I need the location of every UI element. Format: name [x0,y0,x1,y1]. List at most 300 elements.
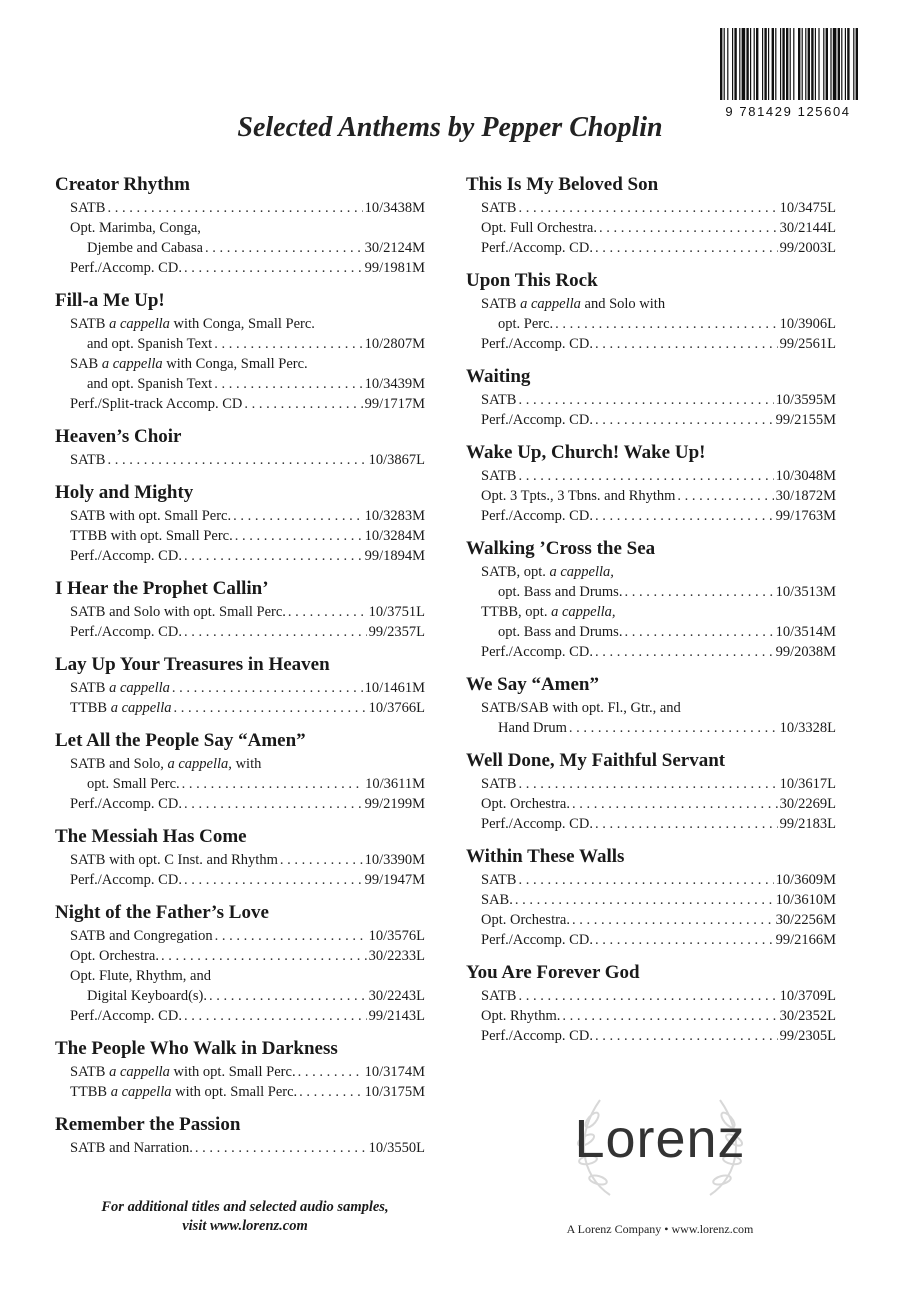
edition-description [70,1062,296,1082]
edition-description [481,238,593,258]
edition-line [55,374,425,394]
edition-voicing: SATB [481,392,517,408]
product-code: 99/2561L [779,336,836,352]
edition-description [70,946,159,966]
anthem-entry [466,172,836,258]
product-code: 10/3439M [364,376,425,392]
barcode [718,28,858,112]
anthem-entry [55,824,425,890]
dot-leader [595,642,774,662]
right-column [466,172,836,1056]
edition-voicing: Opt. Rhythm. [481,1008,561,1024]
anthem-title: Fill-a Me Up! [55,290,165,311]
edition-line [466,986,836,1006]
barcode-bar [845,28,846,100]
product-code: 30/2269L [779,796,836,812]
edition-line [55,926,425,946]
product-code: 10/3514M [775,624,836,640]
edition-description [70,526,233,546]
edition-voicing: TTBB with opt. Small Perc. [70,528,233,544]
edition-description [70,356,308,372]
edition-italic-note: a cappella [520,296,581,312]
edition-voicing: SATB [481,200,517,216]
edition-italic-note: a cappella, [549,564,614,580]
edition-italic-note: a cappella, [551,604,616,620]
anthem-entry [466,364,836,430]
dot-leader [184,622,367,642]
anthem-title: Walking ’Cross the Sea [466,538,656,559]
isbn-number: 9 781429 125604 [725,104,851,119]
edition-description [70,774,180,794]
edition-line [466,466,836,486]
barcode-bar [798,28,800,100]
edition-voicing: SATB and Solo with opt. Small Perc. [70,604,286,620]
edition-line [466,562,836,582]
dot-leader [677,486,773,506]
dot-leader [161,946,367,966]
anthem-title: Remember the Passion [55,1114,241,1135]
edition-voicing: SATB and Narration. [70,1140,193,1156]
dot-leader [599,218,778,238]
barcode-bar [756,28,758,100]
edition-italic-note: a cappella [101,356,163,372]
edition-line [55,774,425,794]
edition-line [55,314,425,334]
edition-description [481,930,593,950]
dot-leader [280,850,363,870]
edition-line [55,698,425,718]
edition-voicing: Perf./Accomp. CD. [481,412,593,428]
edition-description [481,642,593,662]
barcode-bar [847,28,849,100]
edition-description [481,700,681,716]
company-line[interactable]: A Lorenz Company • www.lorenz.com [566,1222,754,1236]
anthem-entry [55,576,425,642]
edition-description [70,756,261,772]
edition-description [70,968,211,984]
edition-description [481,198,516,218]
barcode-bar [790,28,791,100]
edition-rest: with [231,756,262,772]
edition-voicing: Perf./Accomp. CD. [70,624,182,640]
dot-leader [518,986,777,1006]
dot-leader [182,774,363,794]
edition-voicing: and opt. Spanish Text [87,376,213,392]
dot-leader [555,314,777,334]
dot-leader [214,374,362,394]
edition-line [55,754,425,774]
barcode-bar [720,28,722,100]
anthem-entry [55,1112,425,1158]
edition-voicing: Digital Keyboard(s). [87,988,207,1004]
product-code: 99/1894M [364,548,425,564]
edition-voicing: SATB [70,680,106,696]
product-code: 10/3617L [779,776,836,792]
dot-leader [205,238,363,258]
edition-description [70,1138,193,1158]
edition-voicing: Perf./Accomp. CD. [481,240,593,256]
edition-line [466,1006,836,1026]
edition-rest: with opt. Small Perc. [171,1084,298,1100]
barcode-bar [742,28,746,100]
anthem-title: The People Who Walk in Darkness [55,1038,338,1059]
edition-description [481,486,675,506]
product-code: 30/2243L [368,988,425,1004]
dot-leader [518,466,773,486]
edition-description [481,564,614,580]
product-code: 99/2143L [368,1008,425,1024]
product-code: 99/1763M [775,508,836,524]
product-code: 10/3328L [779,720,836,736]
product-code: 99/2305L [779,1028,836,1044]
product-code: 10/3766L [368,700,425,716]
edition-description [70,316,315,332]
anthem-entry [55,480,425,566]
edition-line [466,890,836,910]
barcode-bar [833,28,837,100]
dot-leader [184,258,363,278]
footer-note [60,1198,430,1236]
anthem-title: Waiting [466,366,531,387]
edition-line [55,394,425,414]
barcode-bar [780,28,781,100]
edition-voicing: SATB/SAB with opt. Fl., Gtr., and [481,700,681,716]
edition-voicing: Opt. Orchestra. [70,948,159,964]
product-code: 10/3284M [364,528,425,544]
edition-voicing: Opt. Marimba, Conga, [70,220,201,236]
anthem-title: You Are Forever God [466,962,640,983]
edition-voicing: Perf./Accomp. CD. [481,932,593,948]
edition-line [55,450,425,470]
barcode-bar [724,28,725,100]
product-code: 30/2144L [779,220,836,236]
edition-description [481,986,516,1006]
edition-description [70,986,207,1006]
barcode-bar [727,28,728,100]
dot-leader [184,870,363,890]
dot-leader [233,506,362,526]
edition-voicing: Hand Drum [498,720,567,736]
product-code: 30/2124M [364,240,425,256]
barcode-bar [808,28,810,100]
edition-voicing: SATB [70,200,106,216]
barcode-bar [734,28,736,100]
dot-leader [518,390,773,410]
product-code: 10/2807M [364,336,425,352]
left-column [55,172,425,1168]
anthem-title: Within These Walls [466,846,625,867]
anthem-title: Upon This Rock [466,270,598,291]
barcode-bar [805,28,806,100]
edition-italic-note: a cappella [109,316,170,332]
edition-description [70,220,201,236]
edition-description [481,410,593,430]
edition-description [481,1006,560,1026]
product-code: 99/2183L [779,816,836,832]
edition-line [466,774,836,794]
dot-leader [518,870,773,890]
edition-line [466,1026,836,1046]
edition-line [466,794,836,814]
dot-leader [569,718,778,738]
edition-rest: with Conga, Small Perc. [162,356,308,372]
dot-leader [572,794,778,814]
edition-description [70,546,182,566]
edition-description [481,718,567,738]
dot-leader [174,698,367,718]
product-code: 30/2256M [775,912,836,928]
edition-description [481,334,593,354]
dot-leader [595,238,778,258]
dot-leader [595,814,778,834]
edition-description [481,314,553,334]
edition-description [481,218,597,238]
edition-description [481,582,622,602]
product-code: 10/3709L [779,988,836,1004]
edition-voicing: Opt. 3 Tpts., 3 Tbns. and Rhythm [481,488,676,504]
product-code: 10/3609M [775,872,836,888]
edition-line [55,850,425,870]
anthem-title: I Hear the Prophet Callin’ [55,578,269,599]
anthem-title: Wake Up, Church! Wake Up! [466,442,706,463]
product-code: 10/3048M [775,468,836,484]
edition-description [481,814,593,834]
edition-description [481,890,513,910]
product-code: 10/3610M [775,892,836,908]
edition-voicing: SATB [481,468,517,484]
barcode-bar [826,28,828,100]
anthem-entry [466,536,836,662]
edition-voicing: opt. Bass and Drums. [498,584,623,600]
product-code: 99/2155M [775,412,836,428]
edition-line [55,258,425,278]
edition-voicing: Perf./Accomp. CD. [70,872,182,888]
edition-description [70,622,182,642]
edition-voicing: Perf./Split-track Accomp. CD [70,396,243,412]
barcode-bar [764,28,766,100]
barcode-bar [856,28,858,100]
edition-description [481,910,570,930]
anthem-title: Let All the People Say “Amen” [55,730,306,751]
dot-leader [562,1006,777,1026]
edition-voicing: Opt. Flute, Rhythm, and [70,968,211,984]
edition-voicing: Opt. Orchestra. [481,796,570,812]
edition-description [70,870,182,890]
product-code: 10/3283M [364,508,425,524]
product-code: 10/3576L [368,928,425,944]
edition-voicing: SATB with opt. C Inst. and Rhythm [70,852,278,868]
anthem-title: Well Done, My Faithful Servant [466,750,726,771]
edition-voicing: opt. Perc. [498,316,554,332]
product-code: 10/3513M [775,584,836,600]
anthem-entry [466,268,836,354]
barcode-bar [793,28,794,100]
edition-description [481,466,516,486]
product-code: 10/3550L [368,1140,425,1156]
barcode-bar [782,28,784,100]
anthem-title: Creator Rhythm [55,174,190,195]
edition-italic-note: a cappella, [167,756,232,772]
product-code: 10/3175M [364,1084,425,1100]
anthem-title: We Say “Amen” [466,674,599,695]
product-code: 10/3390M [364,852,425,868]
edition-line [55,238,425,258]
edition-line [55,546,425,566]
product-code: 10/1461M [364,680,425,696]
edition-description [70,450,105,470]
barcode-bar [802,28,803,100]
edition-voicing: Perf./Accomp. CD. [70,548,182,564]
barcode-bar [775,28,776,100]
edition-voicing: SAB [70,356,99,372]
edition-line [55,966,425,986]
edition-line [55,986,425,1006]
barcode-bar [841,28,842,100]
dot-leader [215,926,367,946]
product-code: 99/1947M [364,872,425,888]
edition-voicing: SATB [70,316,106,332]
edition-description [481,1026,593,1046]
edition-line [466,334,836,354]
edition-line [55,526,425,546]
anthem-entry [466,748,836,834]
dot-leader [595,1026,778,1046]
anthem-entry [55,288,425,414]
product-code: 99/2038M [775,644,836,660]
dot-leader [624,582,773,602]
edition-line [466,870,836,890]
anthem-title: Night of the Father’s Love [55,902,269,923]
dot-leader [518,774,777,794]
anthem-title: This Is My Beloved Son [466,174,659,195]
edition-italic-note: a cappella [109,680,170,696]
edition-description [481,870,516,890]
edition-voicing: TTBB [70,700,108,716]
edition-voicing: and opt. Spanish Text [87,336,213,352]
product-code: 10/3867L [368,452,425,468]
edition-line [55,678,425,698]
anthem-entry [55,900,425,1026]
barcode-bar [830,28,831,100]
edition-line [466,910,836,930]
edition-line [55,870,425,890]
dot-leader [595,506,774,526]
edition-line [55,1082,425,1102]
edition-description [481,604,616,620]
edition-voicing: Perf./Accomp. CD. [70,260,182,276]
dot-leader [595,930,774,950]
dot-leader [299,1082,362,1102]
anthem-title: Holy and Mighty [55,482,194,503]
edition-description [70,926,213,946]
edition-rest: with Conga, Small Perc. [169,316,315,332]
edition-description [481,622,622,642]
anthem-entry [466,672,836,738]
dot-leader [572,910,774,930]
edition-rest: and Solo with [580,296,666,312]
anthem-entry [55,172,425,278]
edition-line [466,314,836,334]
edition-line [55,334,425,354]
dot-leader [195,1138,367,1158]
dot-leader [235,526,363,546]
edition-description [481,296,665,312]
dot-leader [172,678,363,698]
anthem-entry [55,1036,425,1102]
edition-voicing: SATB [70,452,106,468]
barcode-bar [750,28,751,100]
edition-line [55,1062,425,1082]
edition-voicing: SATB and Congregation [70,928,213,944]
barcode-bar [762,28,763,100]
edition-line [466,294,836,314]
edition-voicing: SATB with opt. Small Perc. [70,508,232,524]
anthem-entry [55,424,425,470]
edition-line [55,1138,425,1158]
dot-leader [184,1006,367,1026]
edition-line [55,506,425,526]
edition-voicing: Perf./Accomp. CD. [70,1008,182,1024]
edition-voicing: Opt. Full Orchestra. [481,220,597,236]
edition-voicing: opt. Bass and Drums. [498,624,623,640]
barcode-bar [811,28,813,100]
edition-line [466,698,836,718]
barcode-bar [823,28,824,100]
edition-line [466,602,836,622]
product-code: 10/3906L [779,316,836,332]
edition-description [70,1006,182,1026]
dot-leader [209,986,367,1006]
edition-voicing: Perf./Accomp. CD. [70,796,182,812]
barcode-bar [732,28,733,100]
edition-voicing: Perf./Accomp. CD. [481,644,593,660]
edition-line [55,602,425,622]
edition-description [70,794,182,814]
edition-voicing: SATB, opt. [481,564,546,580]
edition-line [466,506,836,526]
edition-description [70,394,242,414]
edition-line [55,1006,425,1026]
page-title: Selected Anthems by Pepper Choplin [237,112,663,143]
edition-line [466,642,836,662]
edition-line [466,814,836,834]
edition-description [70,850,278,870]
edition-description [70,698,172,718]
edition-description [481,390,516,410]
footer-note-line-2[interactable]: visit www.lorenz.com [182,1218,308,1234]
barcode-bar [754,28,755,100]
edition-voicing: Perf./Accomp. CD. [481,508,593,524]
barcode-bar [786,28,788,100]
edition-line [466,390,836,410]
product-code: 99/2166M [775,932,836,948]
edition-description [70,198,105,218]
edition-description [70,258,182,278]
edition-description [481,506,593,526]
product-code: 99/2199M [364,796,425,812]
dot-leader [624,622,773,642]
edition-italic-note: a cappella [110,700,172,716]
product-code: 30/1872M [775,488,836,504]
barcode-bar [739,28,740,100]
edition-voicing: SATB and Solo, [70,756,164,772]
product-code: 10/3751L [368,604,425,620]
edition-description [70,678,170,698]
product-code: 30/2352L [779,1008,836,1024]
edition-line [466,410,836,430]
edition-voicing: Perf./Accomp. CD. [481,1028,593,1044]
anthem-title: Heaven’s Choir [55,426,182,447]
